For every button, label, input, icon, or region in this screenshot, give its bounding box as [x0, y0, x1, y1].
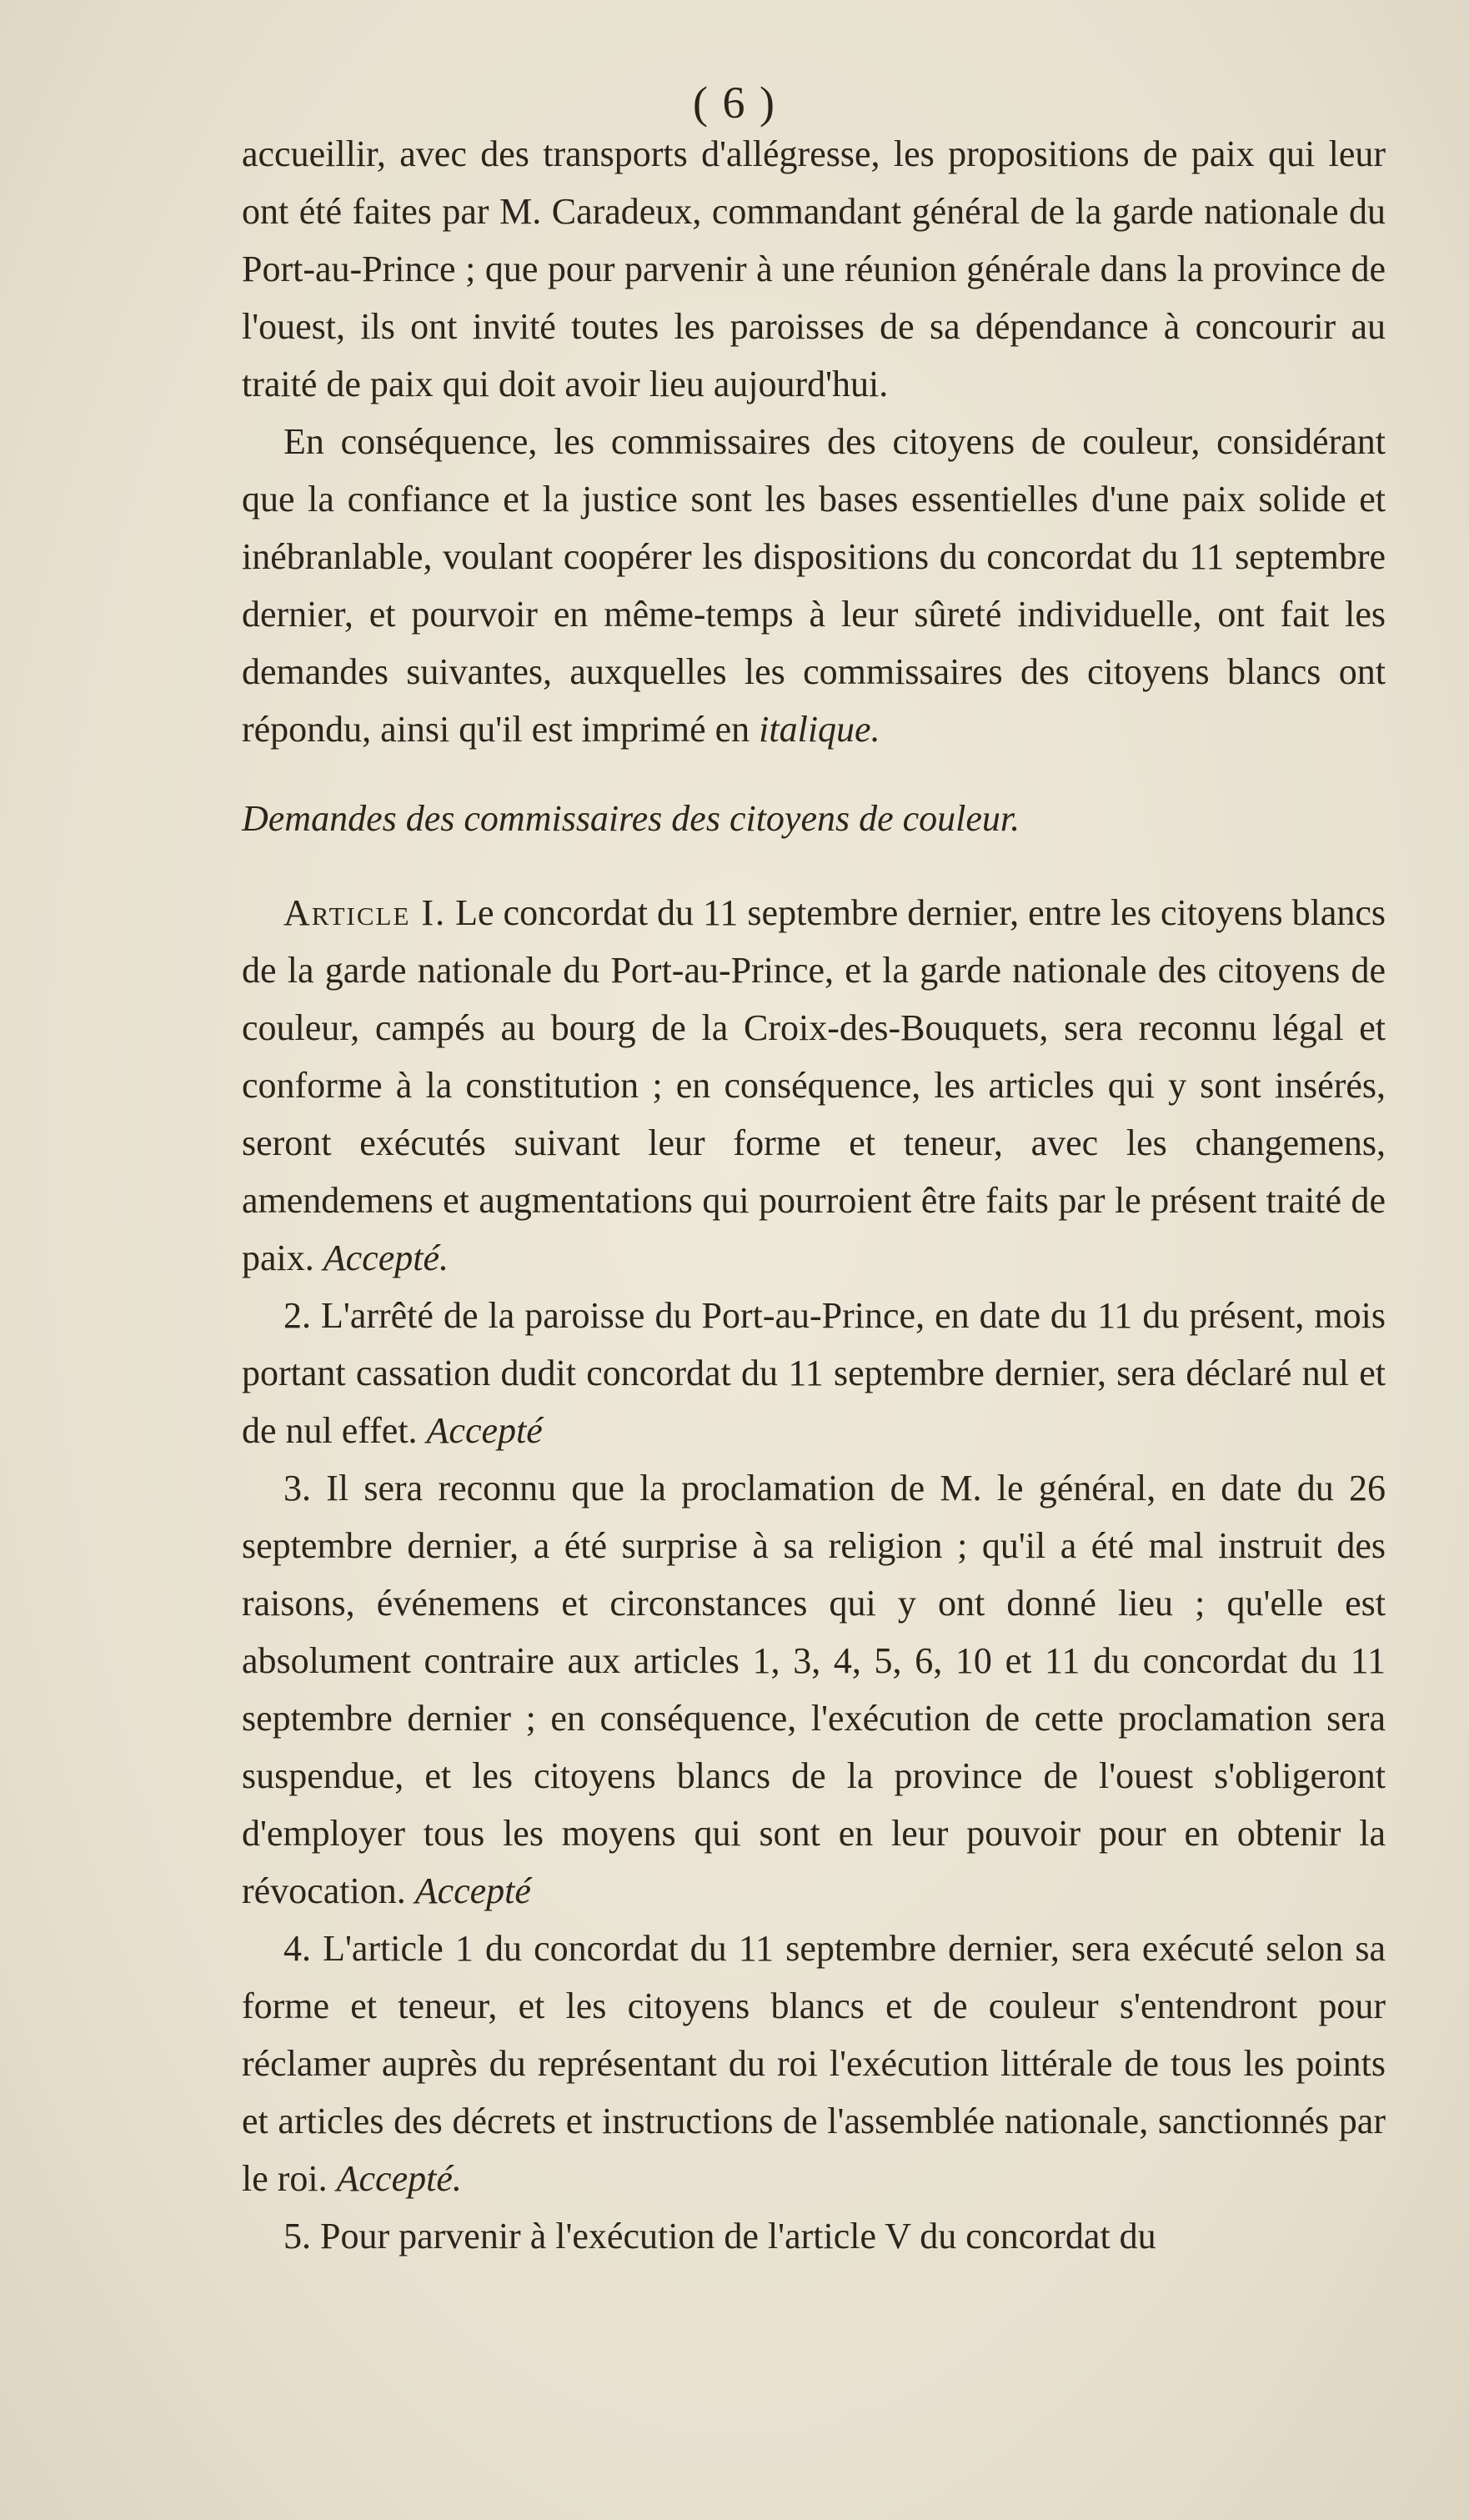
- article-text: Il sera reconnu que la proclamation de M. le général, en date du 26 septembre dernier, a été surprise à sa religion ; qu'il a été mal instruit des raisons, événemens et circonstances qui y ont donné lieu ; qu'elle est absolument contraire aux articles 1, 3, 4, 5, 6, 10 et 11 du concordat du 11 septembre dernier ; en conséquence, l'exécution de cette proclamation sera suspendue, et les citoyens blancs de la province de l'ouest s'obligeront d'employer tous les moyens qui sont en leur pouvoir pour en obtenir la révocation.: [242, 1468, 1386, 1911]
- article-response: Accepté.: [323, 1237, 449, 1278]
- article-number: 5.: [283, 2216, 311, 2256]
- paragraph-text: En conséquence, les commissaires des citoyens de couleur, considérant que la confiance et la justice sont les bases essentielles d'une paix solide et inébranlable, voulant coopérer les dispositions du concordat du 11 septembre dernier, et pourvoir en même-temps à leur sûreté individuelle, ont fait les demandes suivantes, auxquelles les commissaires des citoyens blancs ont répondu, ainsi qu'il est imprimé en: [242, 421, 1386, 750]
- article-response: Accepté: [414, 1870, 531, 1911]
- article-4: [242, 1920, 1386, 2207]
- article-text: L'article 1 du concordat du 11 septembre dernier, sera exécuté selon sa forme et teneur, et les citoyens blancs et de couleur s'entendront pour réclamer auprès du représentant du roi l'exécution littérale de tous les points et articles des décrets et instructions de l'assemblée nationale, sanctionnés par le roi.: [242, 1928, 1386, 2199]
- article-text: Pour parvenir à l'exécution de l'article V du concordat du: [320, 2216, 1156, 2256]
- article-2: [242, 1287, 1386, 1459]
- paragraph: accueillir, avec des transports d'allégresse, les propositions de paix qui leur ont été faites par M. Caradeux, commandant général de la garde nationale du Port-au-Prince ; que pour parvenir à une réunion générale dans la province de l'ouest, ils ont invité toutes les paroisses de sa dépendance à concourir au traité de paix qui doit avoir lieu aujourd'hui.: [242, 133, 1386, 404]
- article-5: [242, 2207, 1386, 2265]
- article-number: 4.: [283, 1928, 311, 1969]
- article-response: Accepté: [426, 1410, 543, 1451]
- article-1: [242, 884, 1386, 1287]
- document-body: [242, 125, 1386, 2265]
- article-label: Article I.: [283, 892, 447, 933]
- page-number: ( 6 ): [693, 78, 776, 128]
- article-text: Le concordat du 11 septembre dernier, entre les citoyens blancs de la garde nationale du Port-au-Prince, et la garde nationale des citoyens de couleur, campés au bourg de la Croix-des-Bouquets, sera reconnu légal et conforme à la constitution ; en conséquence, les articles qui y sont insérés, seront exécutés suivant leur forme et teneur, avec les changemens, amendemens et augmentations qui pourroient être faits par le présent traité de paix.: [242, 892, 1386, 1278]
- article-number: 2.: [283, 1295, 311, 1336]
- article-text: L'arrêté de la paroisse du Port-au-Prince, en date du 11 du présent, mois portant cassation dudit concordat du 11 septembre dernier, sera déclaré nul et de nul effet.: [242, 1295, 1386, 1451]
- article-response: Accepté.: [336, 2158, 462, 2199]
- section-heading: Demandes des commissaires des citoyens de couleur.: [242, 798, 1020, 839]
- article-number: 3.: [283, 1468, 311, 1508]
- paragraph: [242, 413, 1386, 758]
- article-3: [242, 1459, 1386, 1920]
- italique-word: italique.: [759, 709, 880, 750]
